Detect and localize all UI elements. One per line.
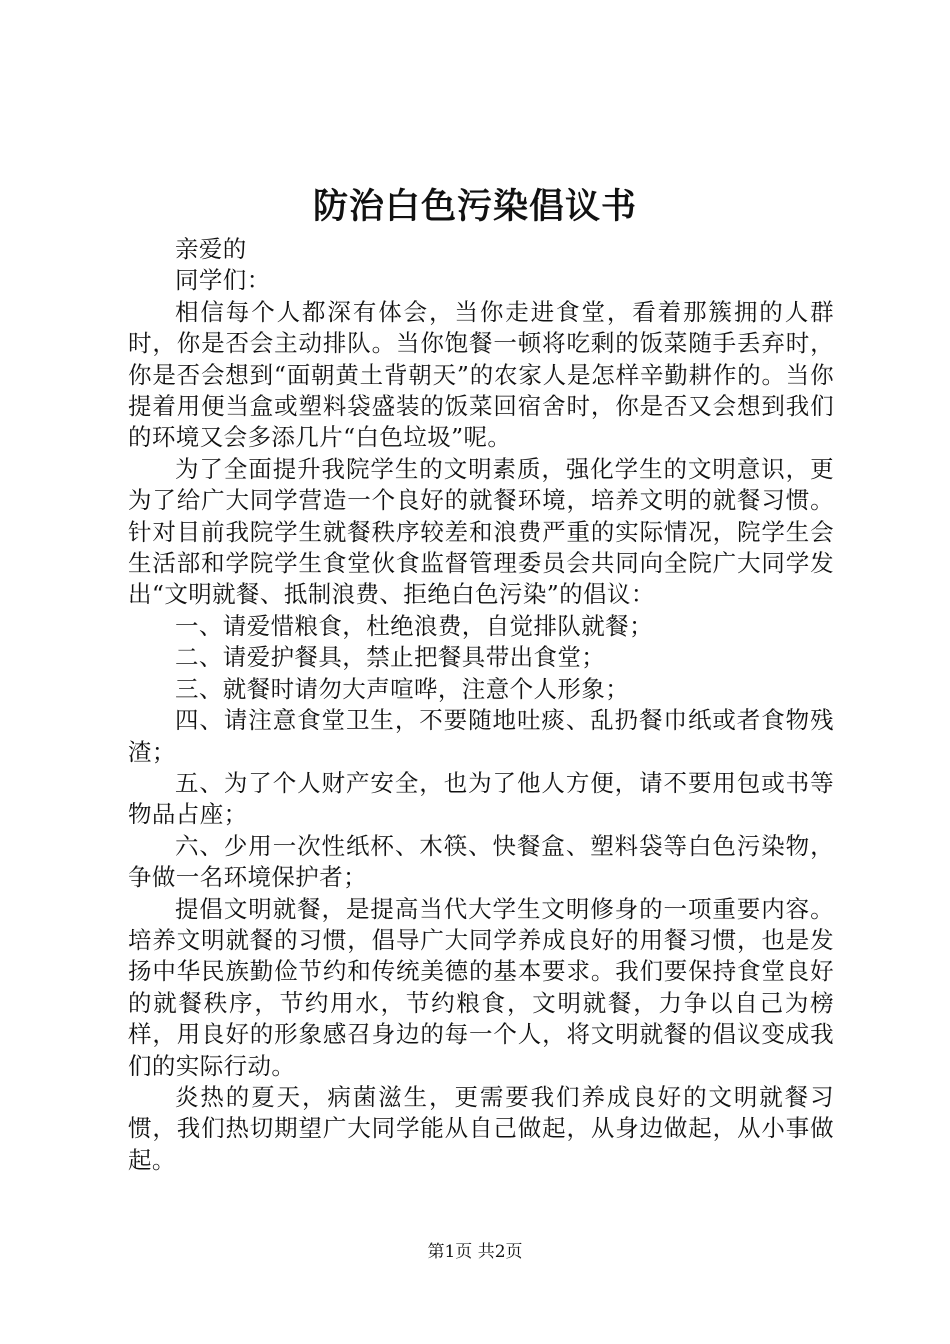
paragraph: 提倡文明就餐，是提高当代大学生文明修身的一项重要内容。培养文明就餐的习惯，倡导广大同学养成良好的用餐习惯，也是发扬中华民族勤俭节约和传统美德的基本要求。我们要保持食堂良好的就餐秩序，节约用水，节约粮食，文明就餐，力争以自己为榜样，用良好的形象感召身边的每一个人，将文明就餐的倡议变成我们的实际行动。 (128, 894, 834, 1080)
paragraph: 炎热的夏天，病菌滋生，更需要我们养成良好的文明就餐习惯，我们热切期望广大同学能从自己做起，从身边做起，从小事做起。 (128, 1082, 834, 1174)
page-number-footer: 第1页 共2页 (427, 1242, 523, 1262)
proposal-item-6: 六、少用一次性纸杯、木筷、快餐盒、塑料袋等白色污染物，争做一名环境保护者； (128, 831, 834, 892)
proposal-item-1: 一、请爱惜粮食，杜绝浪费，自觉排队就餐； (175, 611, 653, 640)
salutation-line-2: 同学们： (175, 266, 271, 295)
document-title: 防治白色污染倡议书 (312, 186, 637, 227)
proposal-item-4: 四、请注意食堂卫生，不要随地吐痰、乱扔餐巾纸或者食物残渣； (128, 706, 834, 766)
paragraph: 相信每个人都深有体会，当你走进食堂，看着那簇拥的人群时，你是否会主动排队。当你饱餐一顿将吃剩的饭菜随手丢弃时，你是否会想到“面朝黄土背朝天”的农家人是怎样辛勤耕作的。当你提着用便当盒或塑料袋盛装的饭菜回宿舍时，你是否又会想到我们的环境又会多添几片“白色垃圾”呢。 (128, 297, 834, 452)
document-body (128, 234, 834, 1176)
proposal-item-2: 二、请爱护餐具，禁止把餐具带出食堂； (175, 643, 606, 672)
paragraph: 为了全面提升我院学生的文明素质，强化学生的文明意识，更为了给广大同学营造一个良好的就餐环境，培养文明的就餐习惯。针对目前我院学生就餐秩序较差和浪费严重的实际情况，院学生会生活部和学院学生食堂伙食监督管理委员会共同向全院广大同学发出“文明就餐、抵制浪费、拒绝白色污染”的倡议： (128, 454, 834, 609)
salutation-line-1: 亲爱的 (175, 235, 247, 263)
proposal-item-5: 五、为了个人财产安全，也为了他人方便，请不要用包或书等物品占座； (128, 768, 834, 829)
proposal-item-3: 三、就餐时请勿大声喧哗，注意个人形象； (175, 674, 630, 703)
